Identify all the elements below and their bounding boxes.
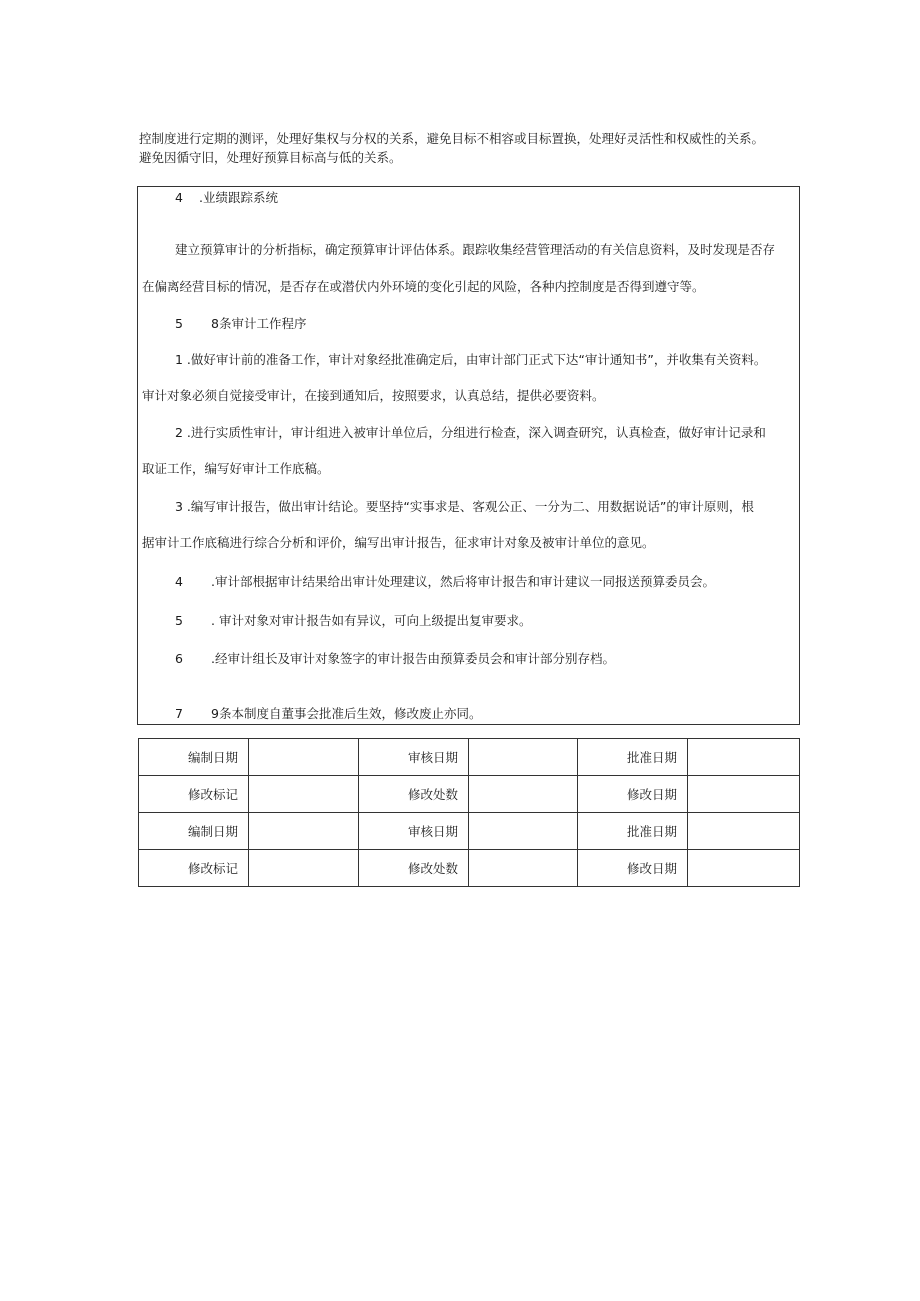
table-label: 修改处数 [359, 776, 469, 813]
table-value-cell[interactable] [469, 813, 578, 850]
step-text: .经审计组长及审计对象签字的审计报告由预算委员会和审计部分别存档。 [211, 651, 615, 666]
step-line: 1 .做好审计前的准备工作，审计对象经批准确定后，由审计部门正式下达“审计通知书”，并收集有关资料。 [175, 352, 767, 367]
step-line: 2 .进行实质性审计，审计组进入被审计单位后，分组进行检查，深入调查研究，认真检查，做好审计记录和 [175, 425, 766, 440]
table-label: 审核日期 [359, 813, 469, 850]
table-label: 修改标记 [139, 850, 249, 887]
step-number: 6 [175, 651, 183, 666]
paragraph-line: 建立预算审计的分析指标，确定预算审计评估体系。跟踪收集经营管理活动的有关信息资料，及时发现是否存 [175, 242, 776, 257]
section-heading [175, 189, 797, 207]
table-label: 编制日期 [139, 739, 249, 776]
intro-line: 避免因循守旧，处理好预算目标高与低的关系。 [139, 150, 402, 165]
table-row [139, 813, 800, 850]
section-number: 4 [175, 190, 183, 205]
article-heading [175, 315, 797, 333]
table-value-cell[interactable] [469, 739, 578, 776]
intro-paragraph [139, 129, 819, 167]
step-line: 3 .编写审计报告，做出审计结论。要坚持“实事求是、客观公正、一分为二、用数据说话”的审计原则，根 [175, 499, 754, 514]
table-label: 审核日期 [359, 739, 469, 776]
table-value-cell[interactable] [688, 850, 800, 887]
table-value-cell[interactable] [469, 776, 578, 813]
step-text: . 审计对象对审计报告如有异议，可向上级提出复审要求。 [211, 613, 532, 628]
table-label: 修改标记 [139, 776, 249, 813]
paragraph-line: 在偏离经营目标的情况，是否存在或潜伏内外环境的变化引起的风险，各种内控制度是否得到遵守等。 [142, 279, 705, 294]
step-number: 5 [175, 613, 183, 628]
table-value-cell[interactable] [249, 813, 359, 850]
table-label: 批准日期 [578, 739, 688, 776]
table-label: 修改日期 [578, 850, 688, 887]
signoff-table [138, 738, 800, 887]
table-label: 编制日期 [139, 813, 249, 850]
table-row [139, 776, 800, 813]
procedure-box [137, 186, 800, 725]
step-text: .审计部根据审计结果给出审计处理建议，然后将审计报告和审计建议一同报送预算委员会。 [211, 574, 715, 589]
article-number: 5 [175, 316, 183, 331]
article-number: 7 [175, 706, 183, 721]
table-label: 修改处数 [359, 850, 469, 887]
step-line: 据审计工作底稿进行综合分析和评价，编写出审计报告，征求审计对象及被审计单位的意见。 [142, 535, 655, 550]
section-title: .业绩跟踪系统 [199, 190, 278, 205]
table-label: 修改日期 [578, 776, 688, 813]
table-row [139, 850, 800, 887]
table-value-cell[interactable] [249, 850, 359, 887]
article-title: 9条本制度自董事会批准后生效，修改废止亦同。 [211, 706, 482, 721]
article-heading [175, 705, 797, 723]
table-value-cell[interactable] [688, 776, 800, 813]
step-line [175, 612, 797, 630]
step-line: 取证工作，编写好审计工作底稿。 [142, 461, 330, 476]
table-value-cell[interactable] [249, 776, 359, 813]
step-line [175, 573, 797, 591]
table-value-cell[interactable] [249, 739, 359, 776]
table-value-cell[interactable] [469, 850, 578, 887]
step-line: 审计对象必须自觉接受审计，在接到通知后，按照要求，认真总结，提供必要资料。 [142, 388, 605, 403]
intro-line: 控制度进行定期的测评，处理好集权与分权的关系，避免目标不相容或目标置换，处理好灵活性和权威性的关系。 [139, 131, 765, 146]
table-value-cell[interactable] [688, 739, 800, 776]
step-line [175, 650, 797, 668]
article-title: 8条审计工作程序 [211, 316, 307, 331]
table-row [139, 739, 800, 776]
table-label: 批准日期 [578, 813, 688, 850]
table-value-cell[interactable] [688, 813, 800, 850]
step-number: 4 [175, 574, 183, 589]
